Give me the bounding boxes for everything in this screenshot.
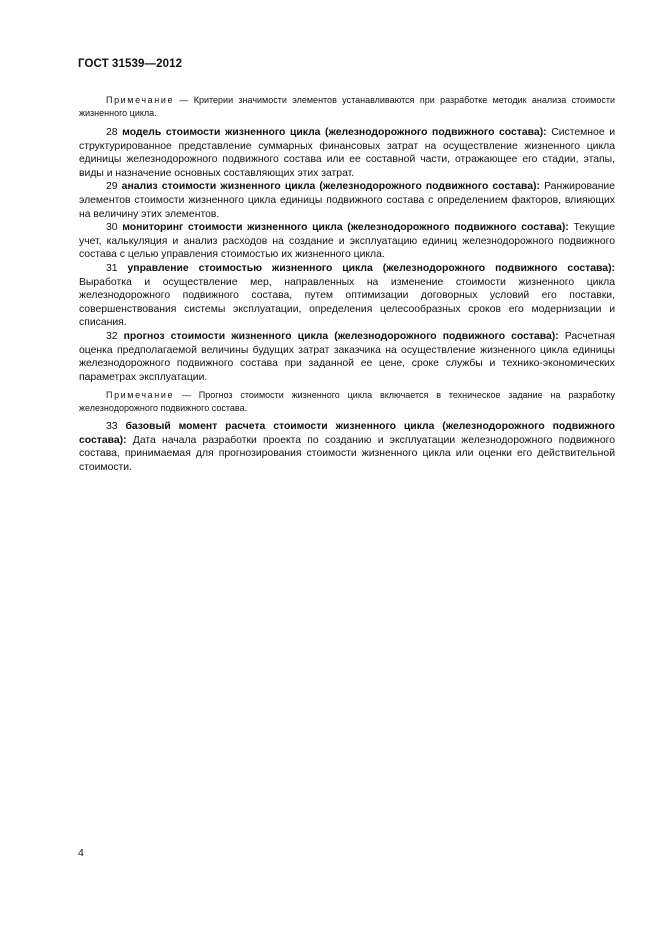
term-29-definition: Ранжирование элементов стоимости жизненного цикла единицы подвижного состава с определением факторов, влияющих на величину этих элементов.: [79, 181, 616, 220]
term-30-name: мониторинг стоимости жизненного цикла (железнодорожного подвижного состава):: [122, 222, 569, 234]
term-32-definition: Расчетная оценка предполагаемой величины будущих затрат заказчика на осуществление жизненного цикла единицы железнодорожного подвижного состава при заданной ее цене, сроке службы и технико-экономических параметрах эксплуатации.: [79, 330, 616, 383]
note-2-dash: —: [174, 390, 199, 401]
term-31-number: 31: [106, 262, 118, 274]
term-28-number: 28: [106, 127, 118, 138]
term-30-definition: Текущие учет, калькуляция и анализ расходов на создание и эксплуатацию единиц железнодорожного подвижного состава с целью управления стоимостью их жизненного цикла.: [79, 222, 616, 261]
note-2-label: Примечание: [106, 390, 175, 401]
standard-header: ГОСТ 31539—2012: [78, 58, 183, 70]
note-2: [79, 389, 615, 415]
term-30-number: 30: [106, 222, 118, 234]
term-29-number: 29: [106, 181, 118, 193]
note-1-dash: —: [174, 95, 194, 105]
note-2-text: Прогноз стоимости жизненного цикла включается в техническое задание на разработку железнодорожного подвижного состава.: [79, 390, 615, 414]
term-33-number: 33: [106, 421, 118, 433]
term-28: [79, 126, 615, 180]
term-31-name: управление стоимостью жизненного цикла (железнодорожного подвижного состава):: [127, 262, 615, 274]
term-28-name: модель стоимости жизненного цикла (железнодорожного подвижного состава):: [122, 127, 547, 138]
term-29: [79, 180, 615, 221]
term-29-name: анализ стоимости жизненного цикла (железнодорожного подвижного состава):: [121, 181, 540, 193]
term-33-name: базовый момент расчета стоимости жизненного цикла (железнодорожного подвижного состава):: [79, 421, 615, 446]
term-28-definition: Системное и структурированное представление суммарных финансовых затрат на осуществление жизненного цикла единицы железнодорожного подвижного состава или ее составной части, отражающее его стадии, этапы, виды и назначение основных составляющих этих затрат.: [79, 127, 616, 179]
term-32-number: 32: [106, 330, 118, 342]
term-32-name: прогноз стоимости жизненного цикла (железнодорожного подвижного состава):: [123, 330, 559, 342]
page-number: 4: [78, 847, 84, 859]
note-1-text: Критерии значимости элементов устанавливаются при разработке методик анализа стоимости жизненного цикла.: [79, 95, 615, 118]
term-30: [79, 221, 615, 262]
term-31-definition: Выработка и осуществление мер, направленных на изменение стоимости жизненного цикла железнодорожного подвижного состава, путем оптимизации договорных условий его поставки, совершенствования системы эксплуатации, определения целесообразных сроков его модернизации и списания.: [79, 276, 615, 329]
note-1: [79, 94, 615, 120]
document-body: [79, 94, 615, 475]
term-31: [79, 262, 615, 330]
term-33: [79, 420, 615, 474]
term-32: [79, 330, 615, 384]
note-1-label: Примечание: [106, 95, 175, 105]
term-33-definition: Дата начала разработки проекта по созданию и эксплуатации железнодорожного подвижного состава, принимаемая для прогнозирования стоимости жизненного цикла или оценки его действительной стоимости.: [79, 434, 615, 474]
